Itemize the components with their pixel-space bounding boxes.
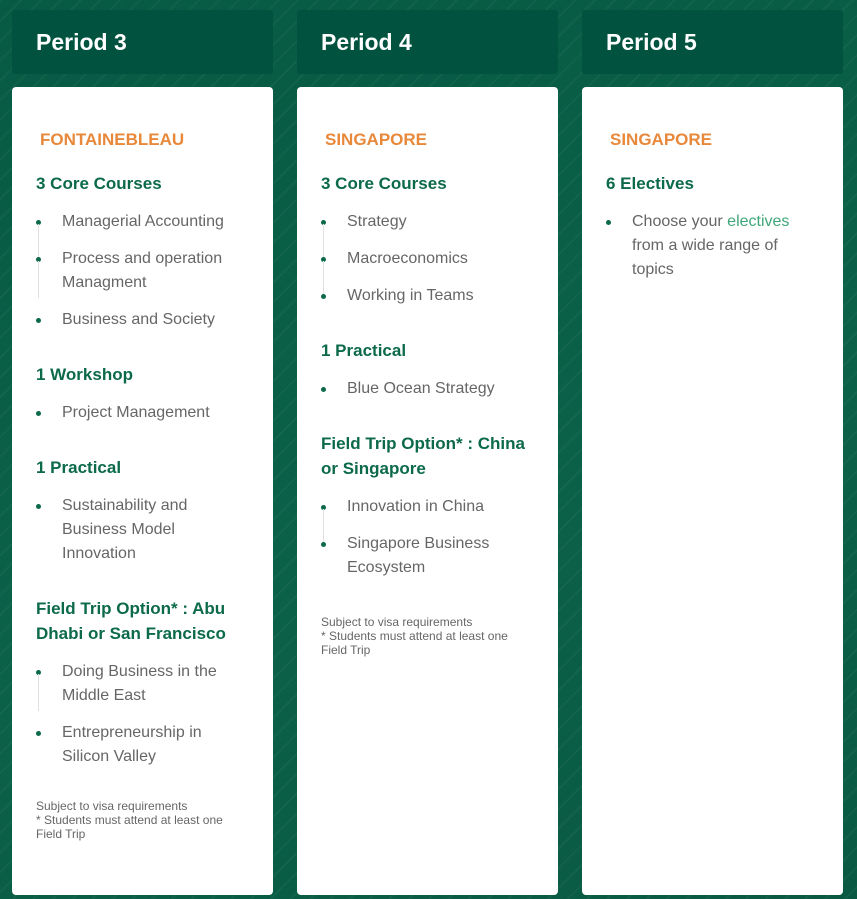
footnote-visa: Subject to visa requirements: [36, 799, 188, 813]
period-4-title: Period 4: [321, 29, 412, 55]
footnote-visa: Subject to visa requirements: [321, 615, 473, 629]
section-title-field-trip: Field Trip Option* : China or Singapore: [321, 434, 525, 478]
bullet-icon: [36, 504, 41, 509]
footnote-field-trip: * Students must attend at least one Field Trip: [321, 629, 508, 657]
section-title-core-courses: 3 Core Courses: [36, 174, 162, 193]
list-item: Innovation in China: [347, 495, 534, 519]
period-3-location: FONTAINEBLEAU: [40, 130, 185, 149]
electives-list: [606, 210, 819, 282]
list-item: Managerial Accounting: [62, 210, 249, 234]
electives-link[interactable]: electives: [727, 213, 790, 230]
bullet-icon: [321, 387, 326, 392]
period-3-card: [12, 87, 273, 895]
period-5-title: Period 5: [606, 29, 697, 55]
period-3-title: Period 3: [36, 29, 127, 55]
section-title-practical: 1 Practical: [321, 341, 407, 360]
list-item: Project Management: [62, 401, 249, 425]
list-item: Choose your electives from a wide range of topics: [632, 210, 819, 282]
list-item: Entrepreneurship in Silicon Valley: [62, 721, 249, 769]
list-item: Blue Ocean Strategy: [347, 377, 534, 401]
period-5-column: [582, 10, 843, 278]
list-item: Macroeconomics: [347, 247, 534, 271]
footnote: [321, 615, 534, 657]
bullet-icon: [321, 542, 326, 547]
list-item: Business and Society: [62, 308, 249, 332]
period-4-location: SINGAPORE: [325, 130, 428, 149]
field-trip-list: [36, 660, 249, 769]
bullet-icon: [36, 731, 41, 736]
section-title-core-courses: 3 Core Courses: [321, 174, 447, 193]
footnote: [36, 799, 249, 841]
bullet-icon: [36, 318, 41, 323]
period-5-location: SINGAPORE: [610, 130, 713, 149]
bullet-icon: [321, 294, 326, 299]
list-item: Strategy: [347, 210, 534, 234]
practical-list: [36, 494, 249, 566]
list-item: Doing Business in the Middle East: [62, 660, 249, 708]
period-3-header: [12, 10, 273, 74]
core-courses-list: [321, 210, 534, 308]
bullet-icon: [606, 220, 611, 225]
section-title-electives: 6 Electives: [606, 174, 694, 193]
period-5-header: [582, 10, 843, 74]
workshop-list: [36, 401, 249, 425]
list-item: Singapore Business Ecosystem: [347, 532, 534, 580]
section-title-practical: 1 Practical: [36, 458, 122, 477]
period-4-column: [297, 10, 558, 657]
list-item: Working in Teams: [347, 284, 534, 308]
period-4-header: [297, 10, 558, 74]
period-5-card: [582, 87, 843, 895]
list-item: Process and operation Managment: [62, 247, 249, 295]
field-trip-list: [321, 495, 534, 580]
core-courses-list: [36, 210, 249, 332]
list-item: Sustainability and Business Model Innovation: [62, 494, 249, 566]
period-3-column: [12, 10, 273, 841]
practical-list: [321, 377, 534, 401]
footnote-field-trip: * Students must attend at least one Field Trip: [36, 813, 223, 841]
bullet-icon: [36, 411, 41, 416]
period-4-card: [297, 87, 558, 895]
section-title-field-trip: Field Trip Option* : Abu Dhabi or San Francisco: [36, 599, 226, 643]
section-title-workshop: 1 Workshop: [36, 365, 133, 384]
